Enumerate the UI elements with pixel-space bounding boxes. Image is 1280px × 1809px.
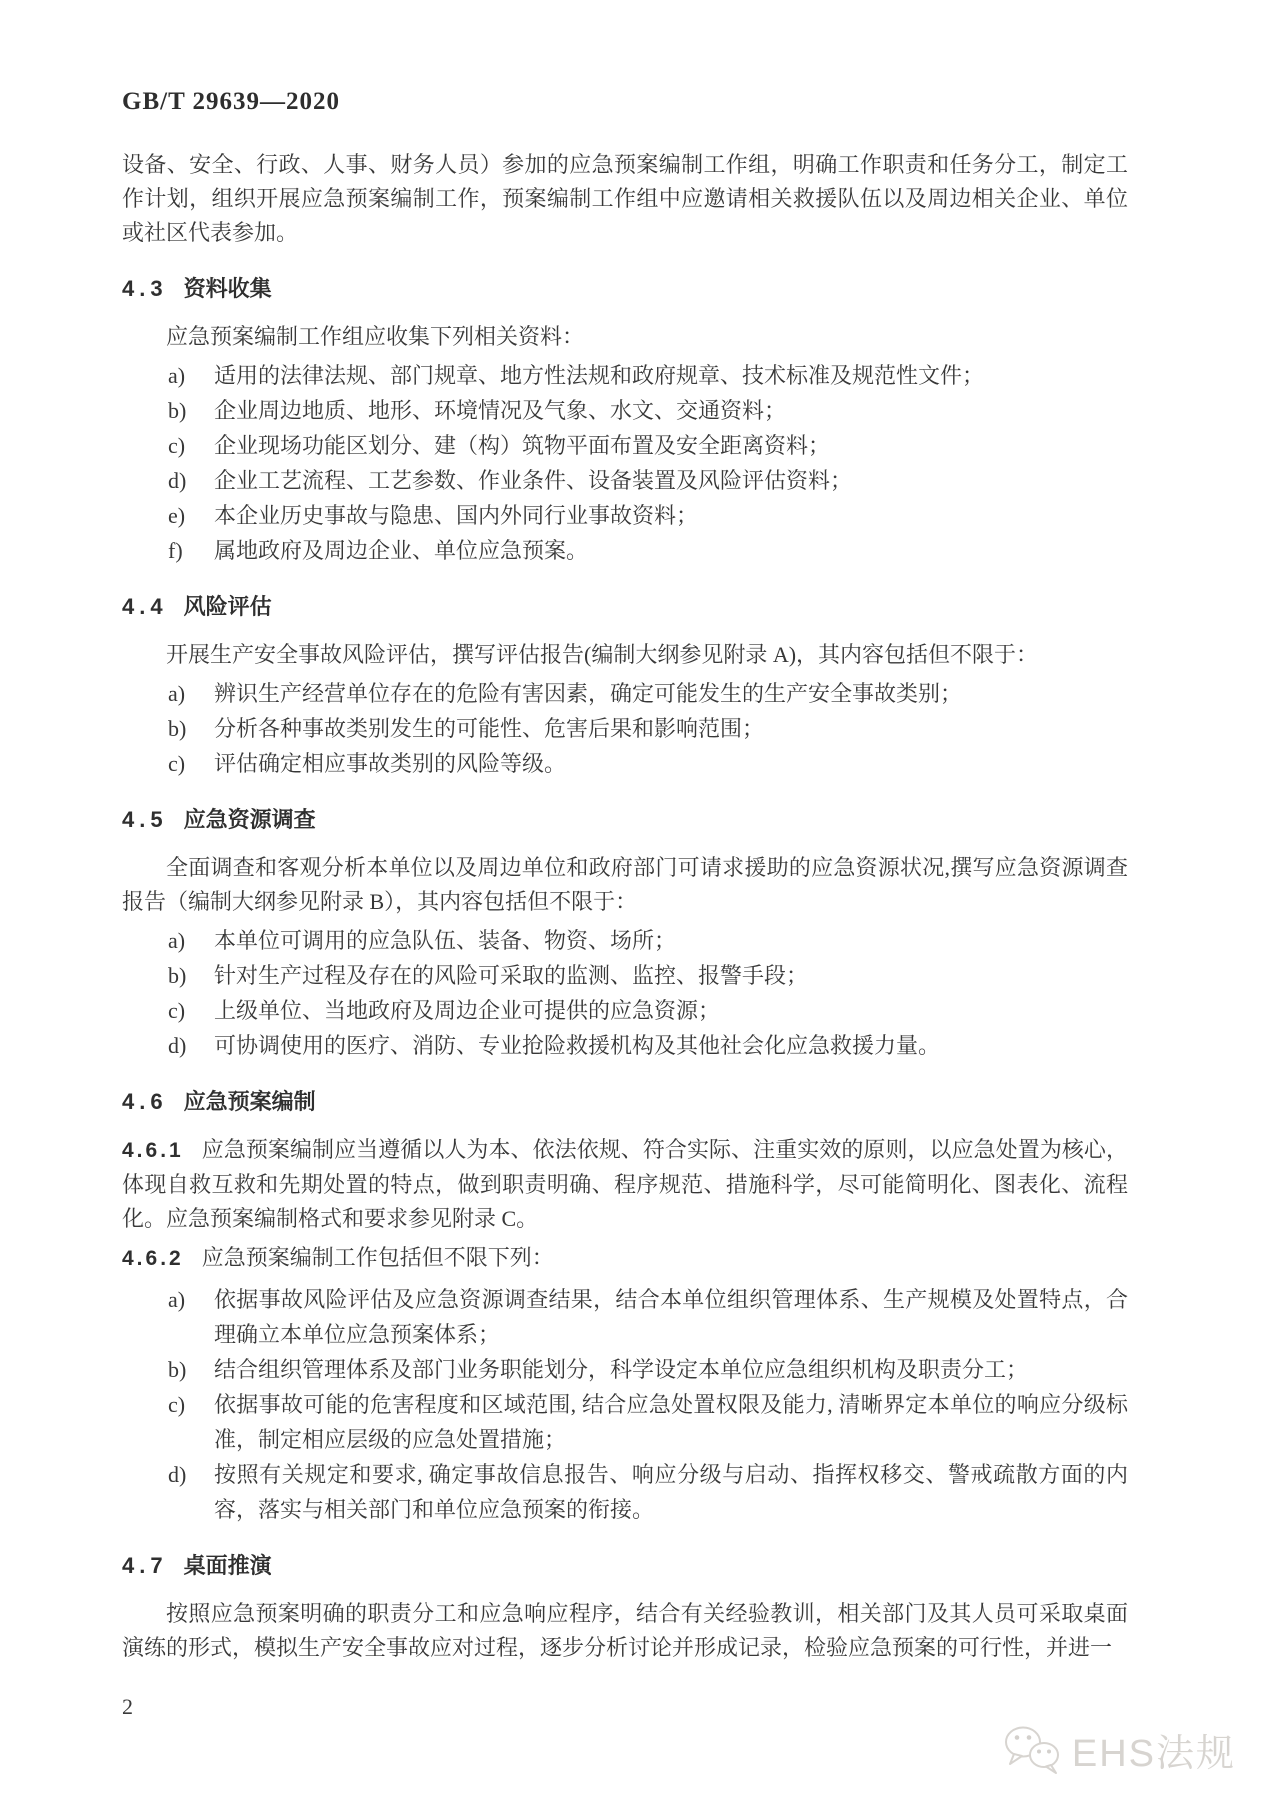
section-number: 4.4 bbox=[122, 594, 168, 619]
page-number: 2 bbox=[122, 1694, 133, 1719]
list-item-label: f) bbox=[168, 538, 183, 563]
list-item bbox=[122, 393, 1128, 428]
list-item-label: a) bbox=[168, 363, 186, 388]
list-item-label: b) bbox=[168, 1357, 187, 1382]
section-lead-4-5: 全面调查和客观分析本单位以及周边单位和政府部门可请求援助的应急资源状况,撰写应急资源调查报告（编制大纲参见附录 B），其内容包括但不限于： bbox=[122, 855, 1128, 914]
list-item-text: 针对生产过程及存在的风险可采取的监测、监控、报警手段； bbox=[214, 963, 809, 988]
section-title: 桌面推演 bbox=[183, 1553, 272, 1578]
list-item-text: 企业工艺流程、工艺参数、作业条件、设备装置及风险评估资料； bbox=[214, 468, 853, 493]
list-item bbox=[122, 1282, 1128, 1352]
watermark-label: EHS法规 bbox=[1071, 1733, 1236, 1775]
list-4-5 bbox=[122, 923, 1128, 1063]
list-item-text: 企业现场功能区划分、建（构）筑物平面布置及安全距离资料； bbox=[214, 433, 831, 458]
section-number: 4.6 bbox=[122, 1089, 168, 1114]
list-item bbox=[122, 498, 1128, 533]
list-item bbox=[122, 923, 1128, 958]
clause-number: 4.6.1 bbox=[122, 1139, 184, 1162]
list-item-label: c) bbox=[168, 1392, 186, 1417]
list-item bbox=[122, 711, 1128, 746]
clause-number: 4.6.2 bbox=[122, 1247, 184, 1270]
list-4-6-2 bbox=[122, 1282, 1128, 1527]
list-item bbox=[122, 746, 1128, 781]
section-heading-4-3 bbox=[122, 272, 1128, 306]
list-item-text: 结合组织管理体系及部门业务职能划分，科学设定本单位应急组织机构及职责分工； bbox=[214, 1357, 1029, 1382]
list-item-text: 依据事故风险评估及应急资源调查结果，结合本单位组织管理体系、生产规模及处置特点，合理确立本单位应急预案体系； bbox=[214, 1287, 1128, 1347]
list-item bbox=[122, 358, 1128, 393]
list-item bbox=[122, 1387, 1128, 1457]
list-item-text: 可协调使用的医疗、消防、专业抢险救援机构及其他社会化应急救援力量。 bbox=[214, 1033, 941, 1058]
list-item-label: c) bbox=[168, 433, 186, 458]
clause-text: 应急预案编制应当遵循以人为本、依法依规、符合实际、注重实效的原则，以应急处置为核心，体现自救互救和先期处置的特点，做到职责明确、程序规范、措施科学，尽可能简明化、图表化、流程化。应急预案编制格式和要求参见附录 C。 bbox=[122, 1137, 1128, 1231]
section-heading-4-4 bbox=[122, 590, 1128, 624]
list-item-label: a) bbox=[168, 1287, 186, 1312]
list-item-text: 本单位可调用的应急队伍、装备、物资、场所； bbox=[214, 928, 677, 953]
list-item-text: 分析各种事故类别发生的可能性、危害后果和影响范围； bbox=[214, 716, 765, 741]
section-heading-4-7 bbox=[122, 1549, 1128, 1583]
list-item-label: d) bbox=[168, 1462, 187, 1487]
list-item-text: 属地政府及周边企业、单位应急预案。 bbox=[214, 538, 589, 563]
list-4-3 bbox=[122, 358, 1128, 568]
list-4-4 bbox=[122, 676, 1128, 781]
list-item bbox=[122, 1457, 1128, 1527]
clause-4-6-1 bbox=[122, 1133, 1128, 1236]
wechat-icon bbox=[1002, 1724, 1064, 1776]
list-item-label: a) bbox=[168, 928, 186, 953]
section-title: 风险评估 bbox=[183, 594, 272, 619]
list-item-label: c) bbox=[168, 751, 186, 776]
list-item-text: 适用的法律法规、部门规章、地方性法规和政府规章、技术标准及规范性文件； bbox=[214, 363, 985, 388]
list-item bbox=[122, 1352, 1128, 1387]
watermark bbox=[1002, 1722, 1236, 1777]
section-lead-4-4: 开展生产安全事故风险评估，撰写评估报告(编制大纲参见附录 A)，其内容包括但不限于： bbox=[166, 642, 1039, 667]
section-number: 4.7 bbox=[122, 1553, 168, 1578]
list-item-label: b) bbox=[168, 398, 187, 423]
list-item-label: b) bbox=[168, 716, 187, 741]
list-item-label: a) bbox=[168, 681, 186, 706]
section-heading-4-6 bbox=[122, 1085, 1128, 1119]
list-item bbox=[122, 1028, 1128, 1063]
continuation-paragraph: 设备、安全、行政、人事、财务人员）参加的应急预案编制工作组，明确工作职责和任务分工，制定工作计划，组织开展应急预案编制工作，预案编制工作组中应邀请相关救援队伍以及周边相关企业、单位或社区代表参加。 bbox=[122, 152, 1128, 245]
list-item-text: 按照有关规定和要求, 确定事故信息报告、响应分级与启动、指挥权移交、警戒疏散方面的内容，落实与相关部门和单位应急预案的衔接。 bbox=[214, 1462, 1128, 1522]
list-item bbox=[122, 533, 1128, 568]
section-number: 4.3 bbox=[122, 276, 168, 301]
list-item bbox=[122, 993, 1128, 1028]
list-item bbox=[122, 428, 1128, 463]
section-lead-4-3: 应急预案编制工作组应收集下列相关资料： bbox=[166, 324, 585, 349]
list-item-label: d) bbox=[168, 468, 187, 493]
list-item-text: 依据事故可能的危害程度和区域范围, 结合应急处置权限及能力, 清晰界定本单位的响应分级标准，制定相应层级的应急处置措施； bbox=[214, 1392, 1128, 1452]
list-item-text: 企业周边地质、地形、环境情况及气象、水文、交通资料； bbox=[214, 398, 787, 423]
section-heading-4-5 bbox=[122, 803, 1128, 837]
list-item-text: 上级单位、当地政府及周边企业可提供的应急资源； bbox=[214, 998, 721, 1023]
list-item bbox=[122, 958, 1128, 993]
list-item-label: e) bbox=[168, 503, 186, 528]
clause-text: 应急预案编制工作包括但不限下列： bbox=[201, 1245, 554, 1270]
list-item-text: 评估确定相应事故类别的风险等级。 bbox=[214, 751, 567, 776]
list-item-text: 辨识生产经营单位存在的危险有害因素，确定可能发生的生产安全事故类别； bbox=[214, 681, 963, 706]
list-item bbox=[122, 463, 1128, 498]
section-title: 资料收集 bbox=[183, 276, 272, 301]
section-lead-4-7: 按照应急预案明确的职责分工和应急响应程序，结合有关经验教训，相关部门及其人员可采取桌面演练的形式，模拟生产安全事故应对过程，逐步分析讨论并形成记录，检验应急预案的可行性，并进一 bbox=[122, 1601, 1128, 1660]
list-item-label: c) bbox=[168, 998, 186, 1023]
clause-4-6-2 bbox=[122, 1241, 1128, 1276]
standard-number: GB/T 29639—2020 bbox=[122, 88, 341, 115]
list-item-text: 本企业历史事故与隐患、国内外同行业事故资料； bbox=[214, 503, 699, 528]
section-title: 应急资源调查 bbox=[183, 807, 316, 832]
section-title: 应急预案编制 bbox=[183, 1089, 316, 1114]
list-item-label: b) bbox=[168, 963, 187, 988]
section-number: 4.5 bbox=[122, 807, 168, 832]
list-item-label: d) bbox=[168, 1033, 187, 1058]
list-item bbox=[122, 676, 1128, 711]
